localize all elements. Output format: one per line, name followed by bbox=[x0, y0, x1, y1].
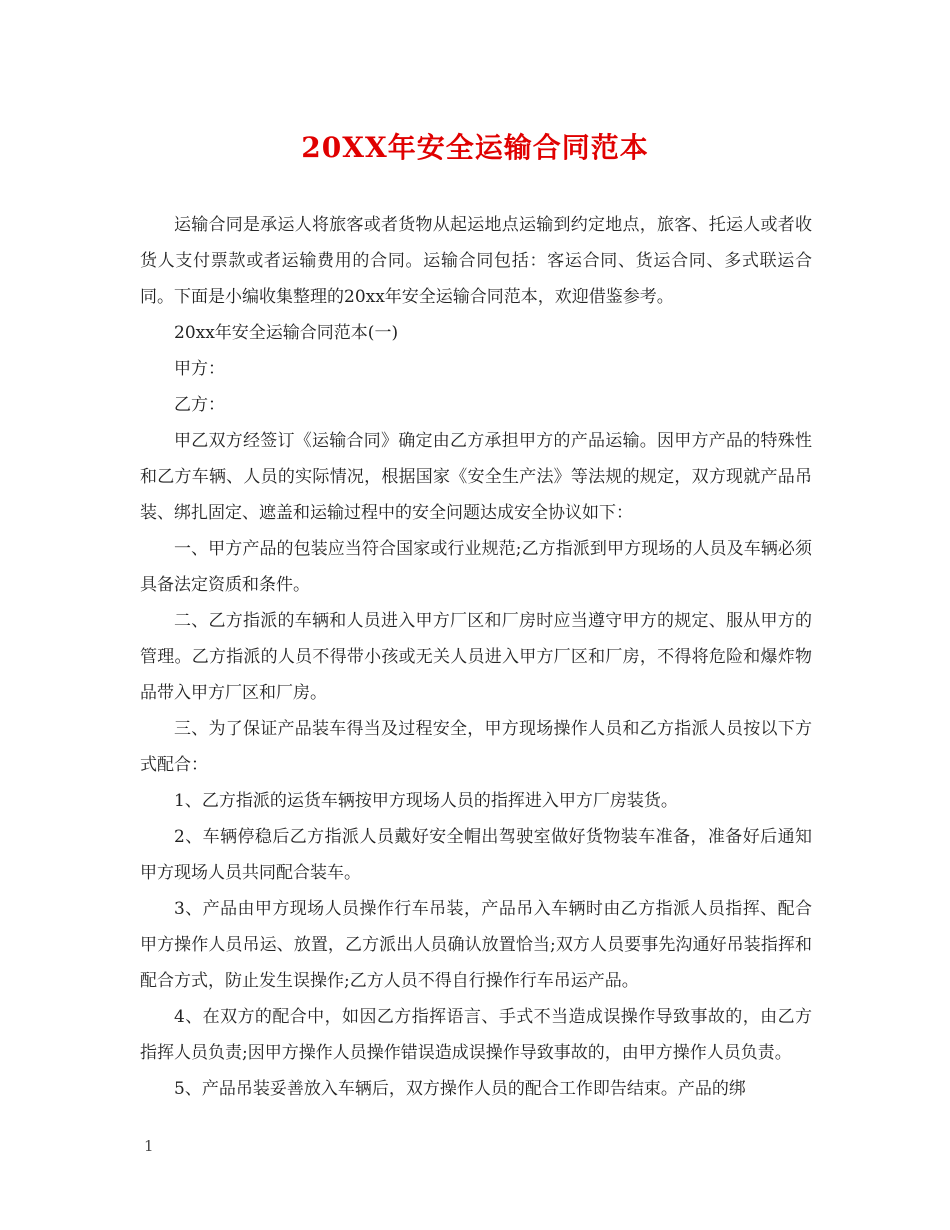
page-number: 1 bbox=[144, 1137, 154, 1155]
document-body bbox=[140, 207, 812, 1107]
paragraph-clause-2: 二、乙方指派的车辆和人员进入甲方厂区和厂房时应当遵守甲方的规定、服从甲方的管理。乙方指派的人员不得带小孩或无关人员进入甲方厂区和厂房，不得将危险和爆炸物品带入甲方厂区和厂房。 bbox=[140, 611, 812, 703]
paragraph-clause-3: 三、为了保证产品装车得当及过程安全，甲方现场操作人员和乙方指派人员按以下方式配合： bbox=[140, 719, 812, 775]
paragraph-subtitle: 20xx年安全运输合同范本(一) bbox=[174, 323, 399, 343]
paragraph-agreement-basis: 甲乙双方经签订《运输合同》确定由乙方承担甲方的产品运输。因甲方产品的特殊性和乙方车辆、人员的实际情况，根据国家《安全生产法》等法规的规定，双方现就产品吊装、绑扎固定、遮盖和运输过程中的安全问题达成安全协议如下： bbox=[140, 431, 812, 523]
document-title: 20XX年安全运输合同范本 bbox=[301, 131, 649, 164]
paragraph-intro: 运输合同是承运人将旅客或者货物从起运地点运输到约定地点，旅客、托运人或者收货人支付票款或者运输费用的合同。运输合同包括：客运合同、货运合同、多式联运合同。下面是小编收集整理的20xx年安全运输合同范本，欢迎借鉴参考。 bbox=[140, 215, 812, 307]
paragraph-item-2: 2、车辆停稳后乙方指派人员戴好安全帽出驾驶室做好货物装车准备，准备好后通知甲方现场人员共同配合装车。 bbox=[140, 827, 812, 883]
paragraph-party-b: 乙方： bbox=[174, 395, 225, 415]
paragraph-item-3: 3、产品由甲方现场人员操作行车吊装，产品吊入车辆时由乙方指派人员指挥、配合甲方操作人员吊运、放置，乙方派出人员确认放置恰当;双方人员要事先沟通好吊装指挥和配合方式，防止发生误操作;乙方人员不得自行操作行车吊运产品。 bbox=[140, 899, 812, 991]
paragraph-item-5: 5、产品吊装妥善放入车辆后，双方操作人员的配合工作即告结束。产品的绑 bbox=[174, 1079, 746, 1099]
paragraph-item-4: 4、在双方的配合中，如因乙方指挥语言、手式不当造成误操作导致事故的，由乙方指挥人员负责;因甲方操作人员操作错误造成误操作导致事故的，由甲方操作人员负责。 bbox=[140, 1007, 812, 1063]
paragraph-party-a: 甲方： bbox=[174, 359, 225, 379]
paragraph-item-1: 1、乙方指派的运货车辆按甲方现场人员的指挥进入甲方厂房装货。 bbox=[174, 791, 678, 811]
paragraph-clause-1: 一、甲方产品的包装应当符合国家或行业规范;乙方指派到甲方现场的人员及车辆必须具备法定资质和条件。 bbox=[140, 539, 812, 595]
